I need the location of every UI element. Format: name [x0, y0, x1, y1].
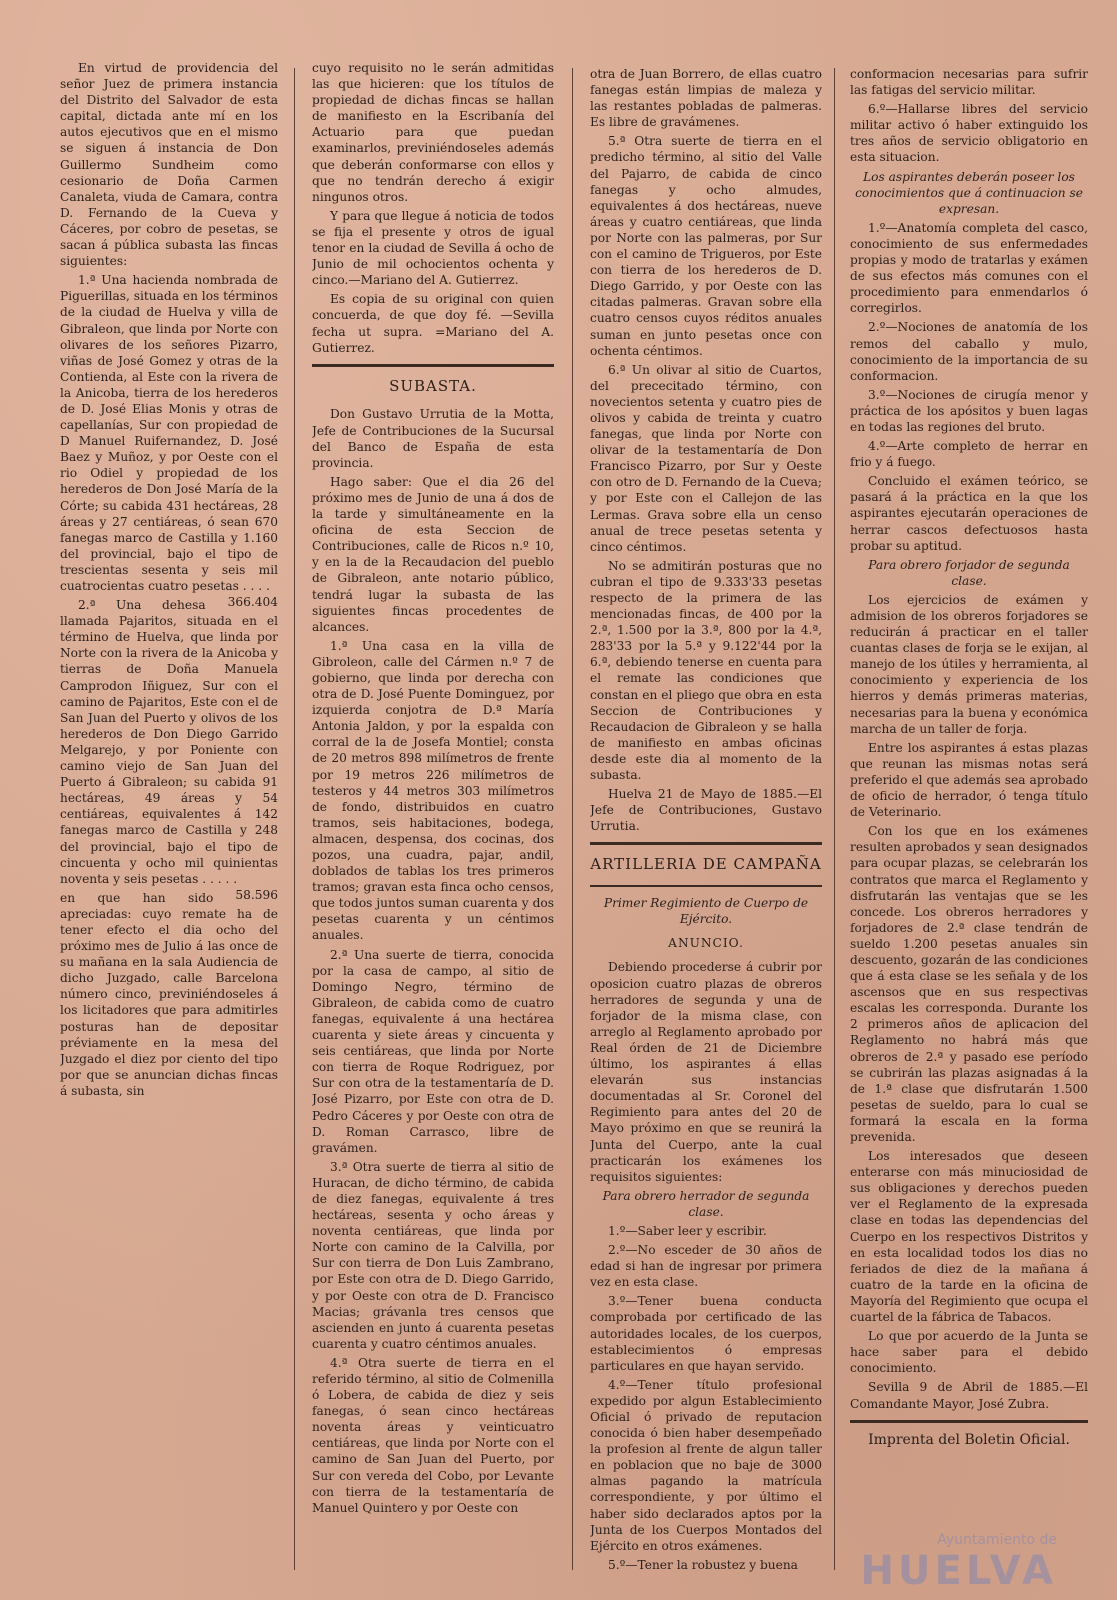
continuation-text: conformacion necesarias para sufrir las fatigas del servicio militar. [850, 67, 1088, 98]
junta-notice: Lo que por acuerdo de la Junta se hace saber para el debido conocimiento. [850, 1329, 1088, 1376]
finca-1-text: 1.ª Una hacienda nombrada de Piguerillas, situada en los términos de la ciudad de Huelva y villa de Gibraleon, que linda por Norte con olivares de los señores Pizarro, viñas de José Gomez y otras de la Contienda, al Este con la rivera de la Anicoba, tierra de los herederos de D. José Elias Monis y otras de capellanías, Sur con propiedad de D Manuel Ruifernandez, D. José Baez y Muñoz, y por Oeste con el rio Odiel y propiedad de los herederos de Don José María de la Córte; su cabida 431 hectáreas, 28 áreas y 27 centiáreas, ó sean 670 fanegas marco de Castilla y 1.160 del provincial, bajo el tipo de trescientas sesenta y seis mil cuatrocientas cuatro pesetas . . . . [60, 273, 278, 593]
forjador-heading: Para obrero forjador de segunda clase. [868, 557, 1070, 588]
column-divider [834, 68, 835, 1570]
section-rule [850, 1420, 1088, 1423]
finca-1-amount: 366.404 [227, 595, 278, 610]
section-rule [590, 842, 822, 845]
knowledge-2: 2.º—Nociones de anatomía de los remos del caballo y mulo, conocimiento de la importancia de su conformacion. [850, 320, 1088, 383]
watermark-line-2: HUELVA [860, 1548, 1057, 1594]
requirement-5: 5.º—Tener la robustez y buena [608, 1557, 798, 1572]
anuncio-signature: Sevilla 9 de Abril de 1885.—El Comandante Mayor, José Zubra. [850, 1380, 1088, 1411]
contract-terms: Con los que en los exámenes resulten aprobados y sean designados para ocupar plazas, se celebrarán los contratos que marca el Reglamento y disfrutarán las ventajas que se les concede. Los obreros herradores y forjadores de 2.ª clase tendrán de sueldo 1.200 pesetas anuales sin descuento, gozarán de las condiciones que á esta clase se les señala y de los ascensos que en sus respectivas escalas les corresponda. Durante los 2 primeros años de aplicacion del Reglamento no habrá más que obreros de 2.ª y pasado ese período se cubrirán las plazas asignadas á la de 1.ª clase que disfrutarán 1.500 pesetas de sueldo, para lo cual se formará la escala en la forma prevenida. [850, 824, 1088, 1144]
subasta-finca-4: 4.ª Otra suerte de tierra en el referido término, al sitio de Colmenilla ó Lobera, de cabida de diez y seis fanegas, ó sean cinco hectáreas noventa áreas y veinticuatro centiáreas, que linda por Norte con el camino de San Juan del Puerto, por Sur con vereda del Cobo, por Levante con tierra de la testamentaría de Manuel Quintero y por Oeste con [312, 1355, 554, 1515]
column-divider [294, 68, 295, 1570]
information-note: Los interesados que deseen enterarse con más minuciosidad de sus obligaciones y derechos pueden ver el Reglamento de la expresada clase en todas las dependencias del Cuerpo en los respectivos Distritos y en esta localidad todos los dias no feriados de diez de la mañana á cuatro de la tarde en la oficina de Mayoría del Regimiento que ocupa el cuartel de la fábrica de Tabacos. [850, 1149, 1088, 1325]
subasta-finca-3: 3.ª Otra suerte de tierra al sitio de Huracan, de dicho término, de cabida de diez fanegas, equivalente á tres hectáreas, sesenta y ocho áreas y noventa centiáreas, que linda por Norte con camino de la Calvilla, por Sur con tierra de Don Luis Zambrano, por Este con otra de D. Diego Garrido, y por Oeste con otra de D. Francisco Macias; grávanla tres censos que ascienden en junto á cuarenta pesetas cuarenta y cuatro céntimos anuales. [312, 1159, 554, 1351]
subasta-finca-5: 5.ª Otra suerte de tierra en el predicho término, al sitio del Valle del Pajarro, de cabida de cinco fanegas y ocho almudes, equivalentes á dos hectáreas, nueve áreas y cuatro centiáreas, que linda por Norte con las palmeras, por Sur con el camino de Trigueros, por Este con tierra de los herederos de D. Diego Garrido, y por Oeste con las citadas palmeras. Gravan sobre ella cuatro censos cuyos réditos anuales suman en junto pesetas once con ochenta céntimos. [590, 134, 822, 358]
anuncio-heading: ANUNCIO. [668, 936, 744, 951]
column-divider [572, 68, 573, 1570]
imprenta-footer: Imprenta del Boletin Oficial. [868, 1431, 1070, 1448]
subasta-title: SUBASTA. [389, 376, 477, 395]
forjador-exam: Los ejercicios de exámen y admision de los obreros forjadores se reducirán á practicar en el taller cuantas clases de forja se le exijan, al manejo de los útiles y herramienta, al conocimiento y experiencia de los hierros y demás primeras materias, necesarias para la buena y económica marcha de un taller de forja. [850, 592, 1088, 736]
remate-conditions: en que han sido apreciadas: cuyo remate ha de tener efecto el dia ocho del próximo mes de Julio á las once de su mañana en la sala Audiencia de dicho Juzgado, calle Barcelona número cinco, previniéndoseles á los licitadores que para admitirles posturas han de depositar préviamente en la mesa del Juzgado el diez por ciento del tipo por que se anuncian dichas fincas á subasta, sin [60, 890, 278, 1098]
conocimientos-heading: Los aspirantes deberán poseer los conocimientos que á continuacion se expresan. [855, 169, 1083, 216]
knowledge-1: 1.º—Anatomía completa del casco, conocimiento de sus enfermedades propias y modo de tratarlas y exámen de sus efectos más comunes con el procedimiento para enmendarlos ó corregirlos. [850, 220, 1088, 316]
column-3 [590, 66, 822, 1590]
watermark-line-1: Ayuntamiento de [937, 1532, 1057, 1548]
continuation-text: cuyo requisito no le serán admitidas las que hicieren: que los títulos de propiedad de dichas fincas se hallan de manifiesto en la Escribanía del Actuario para que puedan examinarlos, previniéndoseles además que deberán conformarse con ellos y que no tendrán derecho á exigir ningunos otros. [312, 61, 554, 204]
archive-watermark [861, 1532, 1057, 1594]
subasta-announcement: Hago saber: Que el dia 26 del próximo mes de Junio de una á dos de la tarde y simultáneamente en la oficina de esta Seccion de Contribuciones, calle de Ricos n.º 10, y en la de la Recaudacion del pueblo de Gibraleon, ante notario público, tendrá lugar la subasta de las siguientes fincas procedentes de alcances. [312, 474, 554, 634]
finca-2-text: 2.ª Una dehesa llamada Pajaritos, situada en el término de Huelva, que linda por Norte con la rivera de la Anicoba y tierras de Doña Manuela Camprodon Iñiguez, Sur con el camino de Pajaritos, Este con el de San Juan del Puerto y olivos de los herederos de Don Diego Garrido Melgarejo, y por Poniente con camino viejo de San Juan del Puerto á Gibraleon; su cabida 91 hectáreas, 49 áreas y 54 centiáreas, equivalentes á 142 fanegas marco de Castilla y 248 del provincial, bajo el tipo de cincuenta y ocho mil quinientas noventa y seis pesetas . . . . . [60, 598, 278, 886]
requirement-4: 4.º—Tener título profesional expedido por algun Establecimiento Oficial ó privado de reputacion conocida ó bien haber desempeñado la profesion al frente de algun taller en poblacion que no baje de 3000 almas pagando la matrícula correspondiente, y por último el haber sido declarados aptos por la Junta de los Cuerpos Montados del Ejército en otros exámenes. [590, 1377, 822, 1553]
continuation-text: otra de Juan Borrero, de ellas cuatro fanegas están limpias de maleza y las restantes pobladas de palmeras. Es libre de gravámenes. [590, 67, 822, 130]
requirement-6: 6.º—Hallarse libres del servicio militar activo ó haber extinguido los tres años de servicio obligatorio en esta situacion. [850, 102, 1088, 165]
anuncio-body: Debiendo procederse á cubrir por oposicion cuatro plazas de obreros herradores de segunda y una de forjador de la misma clase, con arreglo al Reglamento aprobado por Real órden de 21 de Diciembre último, los aspirantes á ellas elevarán sus instancias documentadas al Sr. Coronel del Regimiento para antes del 20 de Mayo próximo en que se reunirá la Junta del Cuerpo, ante la cual practicarán los exámenes los requisitos siguientes: [590, 960, 822, 1184]
auto-ejecutivo-intro: En virtud de providencia del señor Juez de primera instancia del Distrito del Salvador de esta capital, dictada ante mí en los autos ejecutivos que en el mismo se siguen á instancia de Don Guillermo Sundheim como cesionario de Doña Carmen Canaleta, viuda de Camara, contra D. Fernando de la Cueva y Cáceres, por cobro de pesetas, se sacan á pública subasta las fincas siguientes: [60, 61, 278, 269]
knowledge-4: 4.º—Arte completo de herrar en frio y á fuego. [850, 439, 1088, 470]
subasta-finca-6: 6.ª Un olivar al sitio de Cuartos, del prececitado término, con novecientos setenta y cuatro pies de olivos y cabida de treinta y cuatro fanegas, que linda por Norte con olivar de la testamentaría de Don Francisco Pizarro, por Sur y Oeste con otro de D. Fernando de la Cueva; y por Este con el Callejon de las Lermas. Grava sobre ella un censo anual de trece pesetas setenta y cinco céntimos. [590, 362, 822, 554]
subasta-signature: Huelva 21 de Mayo de 1885.—El Jefe de Contribuciones, Gustavo Urrutia. [590, 787, 822, 834]
practice-exam: Concluido el exámen teórico, se pasará á la práctica en la que los aspirantes ejecutarán operaciones de herrar cascos defectuosos hasta probar su aptitud. [850, 474, 1088, 553]
section-rule [590, 885, 822, 887]
requirement-3: 3.º—Tener buena conducta comprobada por certificado de las autoridades locales, de los cuerpos, establecimientos ó empresas particulares en que hayan servido. [590, 1294, 822, 1373]
requirement-1: 1.º—Saber leer y escribir. [608, 1223, 767, 1238]
column-2 [312, 60, 554, 1590]
column-1 [60, 60, 278, 1590]
regimiento-subtitle: Primer Regimiento de Cuerpo de Ejército. [603, 896, 809, 927]
subasta-author: Don Gustavo Urrutia de la Motta, Jefe de Contribuciones de la Sucursal del Banco de España de esta provincia. [312, 407, 554, 470]
section-rule [312, 364, 554, 367]
copy-certification: Es copia de su original con quien concuerda, de que doy fé. —Sevilla fecha ut supra. =Mariano del A. Gutierrez. [312, 292, 554, 355]
finca-2-amount: 58.596 [235, 887, 278, 902]
requirement-2: 2.º—No esceder de 30 años de edad si han de ingresar por primera vez en esta clase. [590, 1243, 822, 1290]
herrador-heading: Para obrero herrador de segunda clase. [602, 1188, 810, 1219]
artilleria-title: ARTILLERIA DE CAMPAÑA [590, 855, 822, 874]
finca-1 [60, 272, 278, 610]
publication-notice: Y para que llegue á noticia de todos se fija el presente y otros de igual tenor en la ciudad de Sevilla á ocho de Junio de mil ochocientos ochenta y cinco.—Mariano del A. Gutierrez. [312, 208, 554, 288]
subasta-posturas: No se admitirán posturas que no cubran el tipo de 9.333'33 pesetas respecto de la primera de las mencionadas fincas, de 400 por la 2.ª, 1.500 por la 3.ª, 800 por la 4.ª, 283'33 por la 5.ª y 9.122'44 por la 6.ª, debiendo tenerse en cuenta para el remate las condiciones que constan en el pliego que obra en esta Seccion de Contribuciones y Recaudacion de Gibraleon y se halla de manifiesto en ambas oficinas desde este dia al momento de la subasta. [590, 558, 822, 783]
knowledge-3: 3.º—Nociones de cirugía menor y práctica de los apósitos y buen lagas en todas las regiones del bruto. [850, 387, 1088, 434]
subasta-finca-1: 1.ª Una casa en la villa de Gibroleon, calle del Cármen n.º 7 de gobierno, que linda por derecha con otra de D. José Puente Dominguez, por izquierda conjotra de D.ª María Antonia Jaldon, y por la espalda con corral de la de Josefa Montiel; consta de 20 metros 898 milímetros de frente por 19 metros 226 milímetros de testeros y 44 metros 303 milímetros de fondo, distribuidos en cuatro tramos, seis habitaciones, bodega, almacen, despensa, dos cocinas, dos pozos, una cuadra, pajar, andil, doblados de tablas los tres primeros tramos; gravan esta finca ocho censos, que todos juntos suman cuarenta y dos pesetas cuarenta y un céntimos anuales. [312, 638, 554, 943]
preference-note: Entre los aspirantes á estas plazas que reunan las mismas notas será preferido el que además sea aprobado de oficio de herrador, ó tenga título de Veterinario. [850, 740, 1088, 820]
subasta-finca-2: 2.ª Una suerte de tierra, conocida por la casa de campo, al sitio de Domingo Negro, término de Gibraleon, de cabida como de cuatro fanegas, equivalente á una hectárea cuarenta y siete áreas y cincuenta y seis centiáreas, que linda por Norte con tierra de Roque Rodriguez, por Sur con otra de la testamentaría de D. José Pizarro, por Este con otra de D. Pedro Cáceres y por Oeste con otra de D. Roman Carrasco, libre de gravámen. [312, 947, 554, 1155]
finca-2 [60, 597, 278, 902]
column-4 [850, 66, 1088, 1590]
